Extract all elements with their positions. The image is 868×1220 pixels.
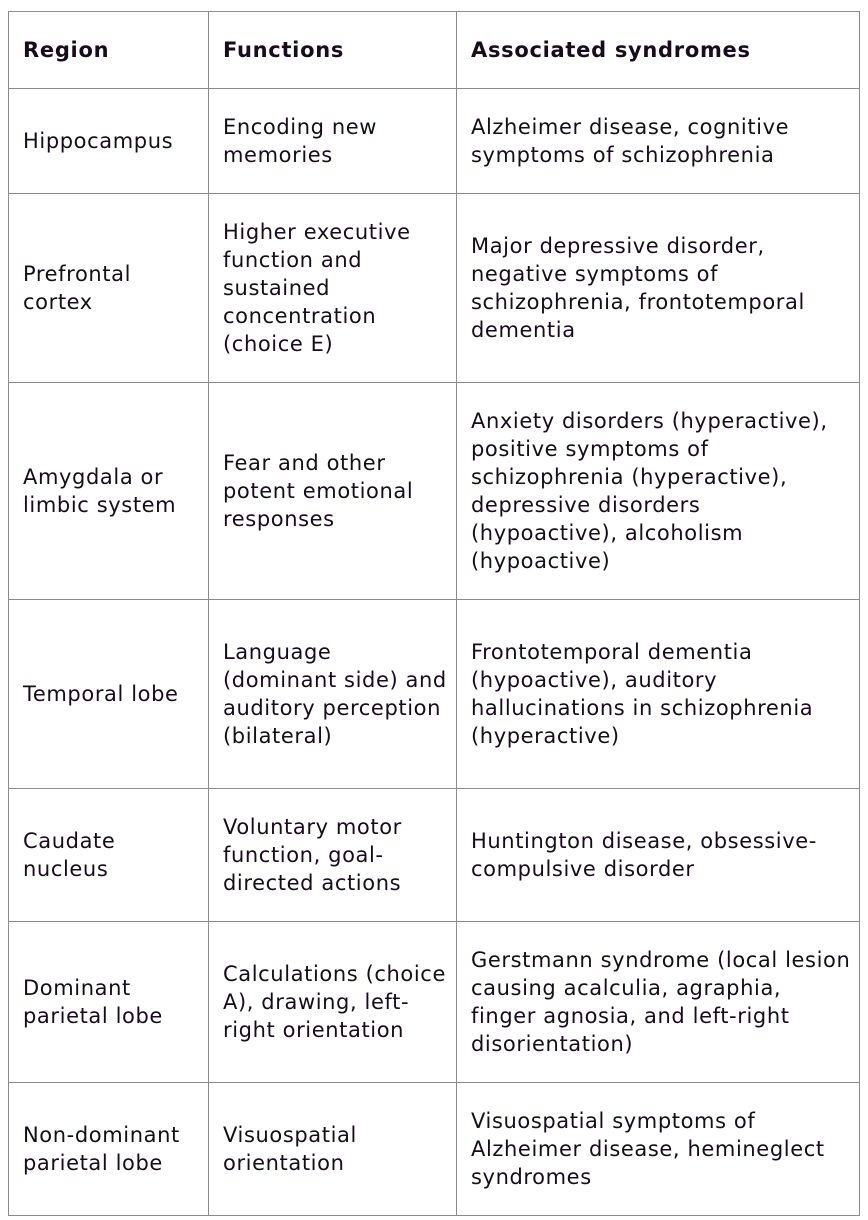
functions-cell: Voluntary motor function, goal-directed actions xyxy=(209,789,457,922)
functions-cell: Higher executive function and sustained concentration (choice E) xyxy=(209,194,457,383)
syndromes-cell: Anxiety disorders (hyperactive), positive symptoms of schizophrenia (hyperactive), depressive disorders (hypoactive), alcoholism (hypoactive) xyxy=(457,383,860,600)
functions-cell: Calculations (choice A), drawing, left-right orientation xyxy=(209,922,457,1083)
region-cell: Dominant parietal lobe xyxy=(9,922,209,1083)
region-cell: Amygdala or limbic system xyxy=(9,383,209,600)
table-row xyxy=(9,89,860,194)
region-cell: Caudate nucleus xyxy=(9,789,209,922)
syndromes-cell: Gerstmann syndrome (local lesion causing acalculia, agraphia, finger agnosia, and left-right disorientation) xyxy=(457,922,860,1083)
region-cell: Prefrontal cortex xyxy=(9,194,209,383)
brain-regions-table xyxy=(8,11,860,1216)
syndromes-cell: Huntington disease, obsessive-compulsive disorder xyxy=(457,789,860,922)
table-row xyxy=(9,1083,860,1216)
region-cell: Hippocampus xyxy=(9,89,209,194)
table-row xyxy=(9,922,860,1083)
table-row xyxy=(9,600,860,789)
table-header-row xyxy=(9,12,860,89)
functions-cell: Fear and other potent emotional responses xyxy=(209,383,457,600)
region-cell: Non-dominant parietal lobe xyxy=(9,1083,209,1216)
header-associated-syndromes: Associated syndromes xyxy=(457,12,860,89)
syndromes-cell: Frontotemporal dementia (hypoactive), auditory hallucinations in schizophrenia (hyperactive) xyxy=(457,600,860,789)
functions-cell: Visuospatial orientation xyxy=(209,1083,457,1216)
header-region: Region xyxy=(9,12,209,89)
functions-cell: Encoding new memories xyxy=(209,89,457,194)
table-row xyxy=(9,383,860,600)
functions-cell: Language (dominant side) and auditory perception (bilateral) xyxy=(209,600,457,789)
table-row xyxy=(9,194,860,383)
syndromes-cell: Major depressive disorder, negative symptoms of schizophrenia, frontotemporal dementia xyxy=(457,194,860,383)
header-functions: Functions xyxy=(209,12,457,89)
table-row xyxy=(9,789,860,922)
region-cell: Temporal lobe xyxy=(9,600,209,789)
syndromes-cell: Visuospatial symptoms of Alzheimer disease, hemineglect syndromes xyxy=(457,1083,860,1216)
syndromes-cell: Alzheimer disease, cognitive symptoms of schizophrenia xyxy=(457,89,860,194)
